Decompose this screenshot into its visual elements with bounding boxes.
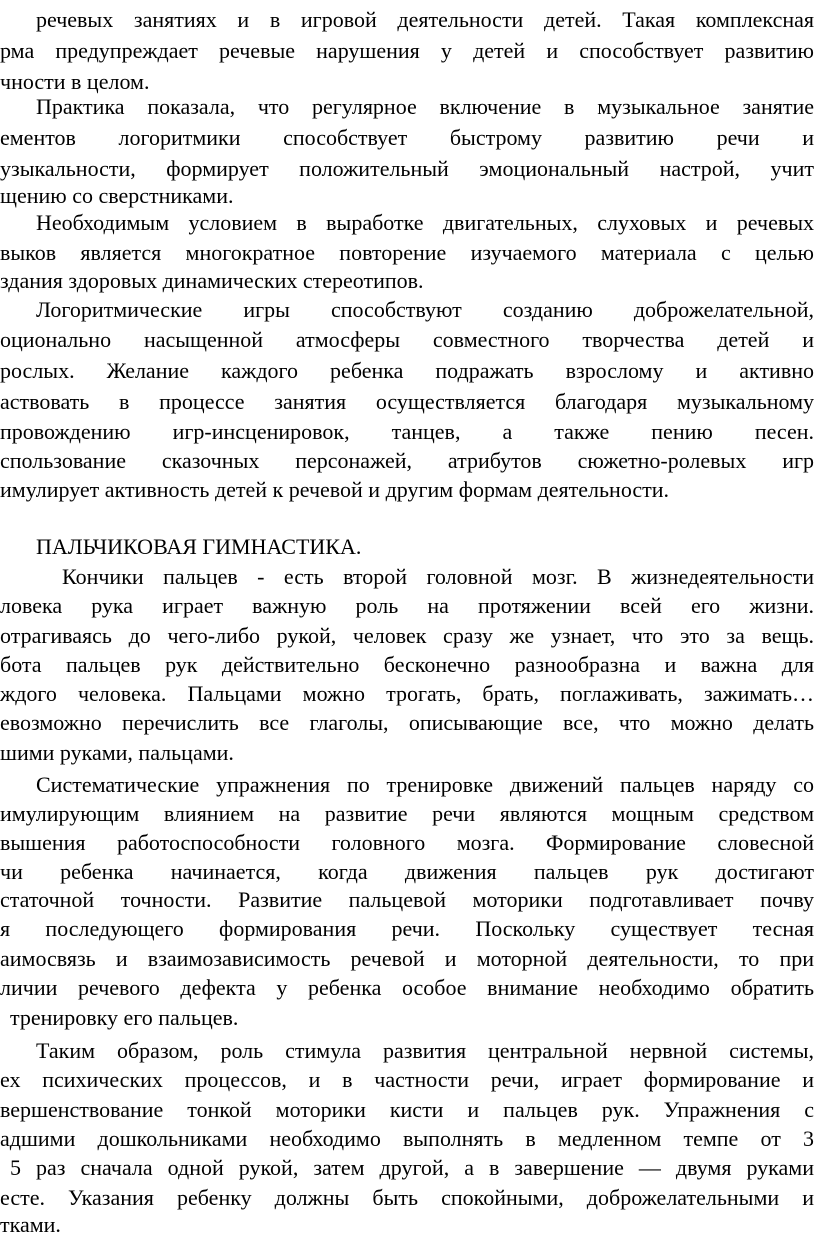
text-line: шими руками, пальцами. [0, 740, 234, 765]
text-line: аимосвязь и взаимозависимость речевой и моторной деятельности, то при [0, 946, 814, 971]
text-line: провождению игр-инсценировок, танцев, а также пению песен. [0, 419, 814, 444]
text-line: личии речевого дефекта у ребенка особое внимание необходимо обратить [0, 975, 814, 1000]
text-line: ементов логоритмики способствует быстрому развитию речи и [0, 125, 814, 150]
text-line: вершенствование тонкой моторики кисти и пальцев рук. Упражнения с [0, 1097, 814, 1122]
text-line: спользование сказочных персонажей, атрибутов сюжетно-ролевых игр [0, 448, 814, 473]
text-line: отрагиваясь до чего-либо рукой, человек сразу же узнает, что это за вещь. [0, 623, 814, 648]
text-line: Таким образом, роль стимула развития центральной нервной системы, [36, 1038, 814, 1063]
text-line: есте. Указания ребенку должны быть спокойными, доброжелательными и [0, 1185, 814, 1210]
text-line: имулирует активность детей к речевой и другим формам деятельности. [0, 477, 670, 502]
text-line: узыкальности, формирует положительный эмоциональный настрой, учит [0, 156, 814, 181]
text-line: чи ребенка начинается, когда движения пальцев рук достигают [0, 859, 814, 884]
text-line: речевых занятиях и в игровой деятельности детей. Такая комплексная [36, 7, 814, 32]
text-line: вышения работоспособности головного мозга. Формирование словесной [0, 830, 814, 855]
text-line: выков является многократное повторение изучаемого материала с целью [0, 240, 814, 265]
text-line: ждого человека. Пальцами можно трогать, брать, поглаживать, зажимать… [0, 681, 814, 706]
text-line: аствовать в процессе занятия осуществляется благодаря музыкальному [0, 389, 814, 414]
text-line: Систематические упражнения по тренировке движений пальцев наряду со [36, 772, 814, 797]
text-line: я последующего формирования речи. Поскольку существует тесная [0, 916, 814, 941]
text-line: Кончики пальцев - есть второй головной мозг. В жизнедеятельности [62, 564, 814, 589]
text-line: 5 раз сначала одной рукой, затем другой, а в завершение — двумя руками [10, 1155, 814, 1180]
text-line: чности в целом. [0, 69, 150, 94]
section-heading: ПАЛЬЧИКОВАЯ ГИМНАСТИКА. [36, 534, 362, 559]
text-line: здания здоровых динамических стереотипов. [0, 268, 424, 293]
text-line: Практика показала, что регулярное включение в музыкальное занятие [36, 94, 814, 119]
text-line: имулирующим влиянием на развитие речи являются мощным средством [0, 801, 814, 826]
text-line: статочной точности. Развитие пальцевой моторики подготавливает почву [0, 887, 814, 912]
text-line: ловека рука играет важную роль на протяжении всей его жизни. [0, 593, 814, 618]
text-line: тками. [0, 1212, 61, 1237]
text-line: рослых. Желание каждого ребенка подражать взрослому и активно [0, 358, 814, 383]
text-line: ех психических процессов, и в частности речи, играет формирование и [0, 1067, 814, 1092]
text-line: оционально насыщенной атмосферы совместного творчества детей и [0, 327, 814, 352]
text-line: адшими дошкольниками необходимо выполнять в медленном темпе от 3 [0, 1126, 814, 1151]
text-line: бота пальцев рук действительно бесконечно разнообразна и важна для [0, 652, 814, 677]
text-line: евозможно перечислить все глаголы, описывающие все, что можно делать [0, 710, 814, 735]
text-line: Необходимым условием в выработке двигательных, слуховых и речевых [36, 210, 814, 235]
text-line: рма предупреждает речевые нарушения у детей и способствует развитию [0, 38, 814, 63]
text-line: щению со сверстниками. [0, 183, 234, 208]
text-line: Логоритмические игры способствуют созданию доброжелательной, [36, 297, 814, 322]
text-line: тренировку его пальцев. [10, 1005, 239, 1030]
